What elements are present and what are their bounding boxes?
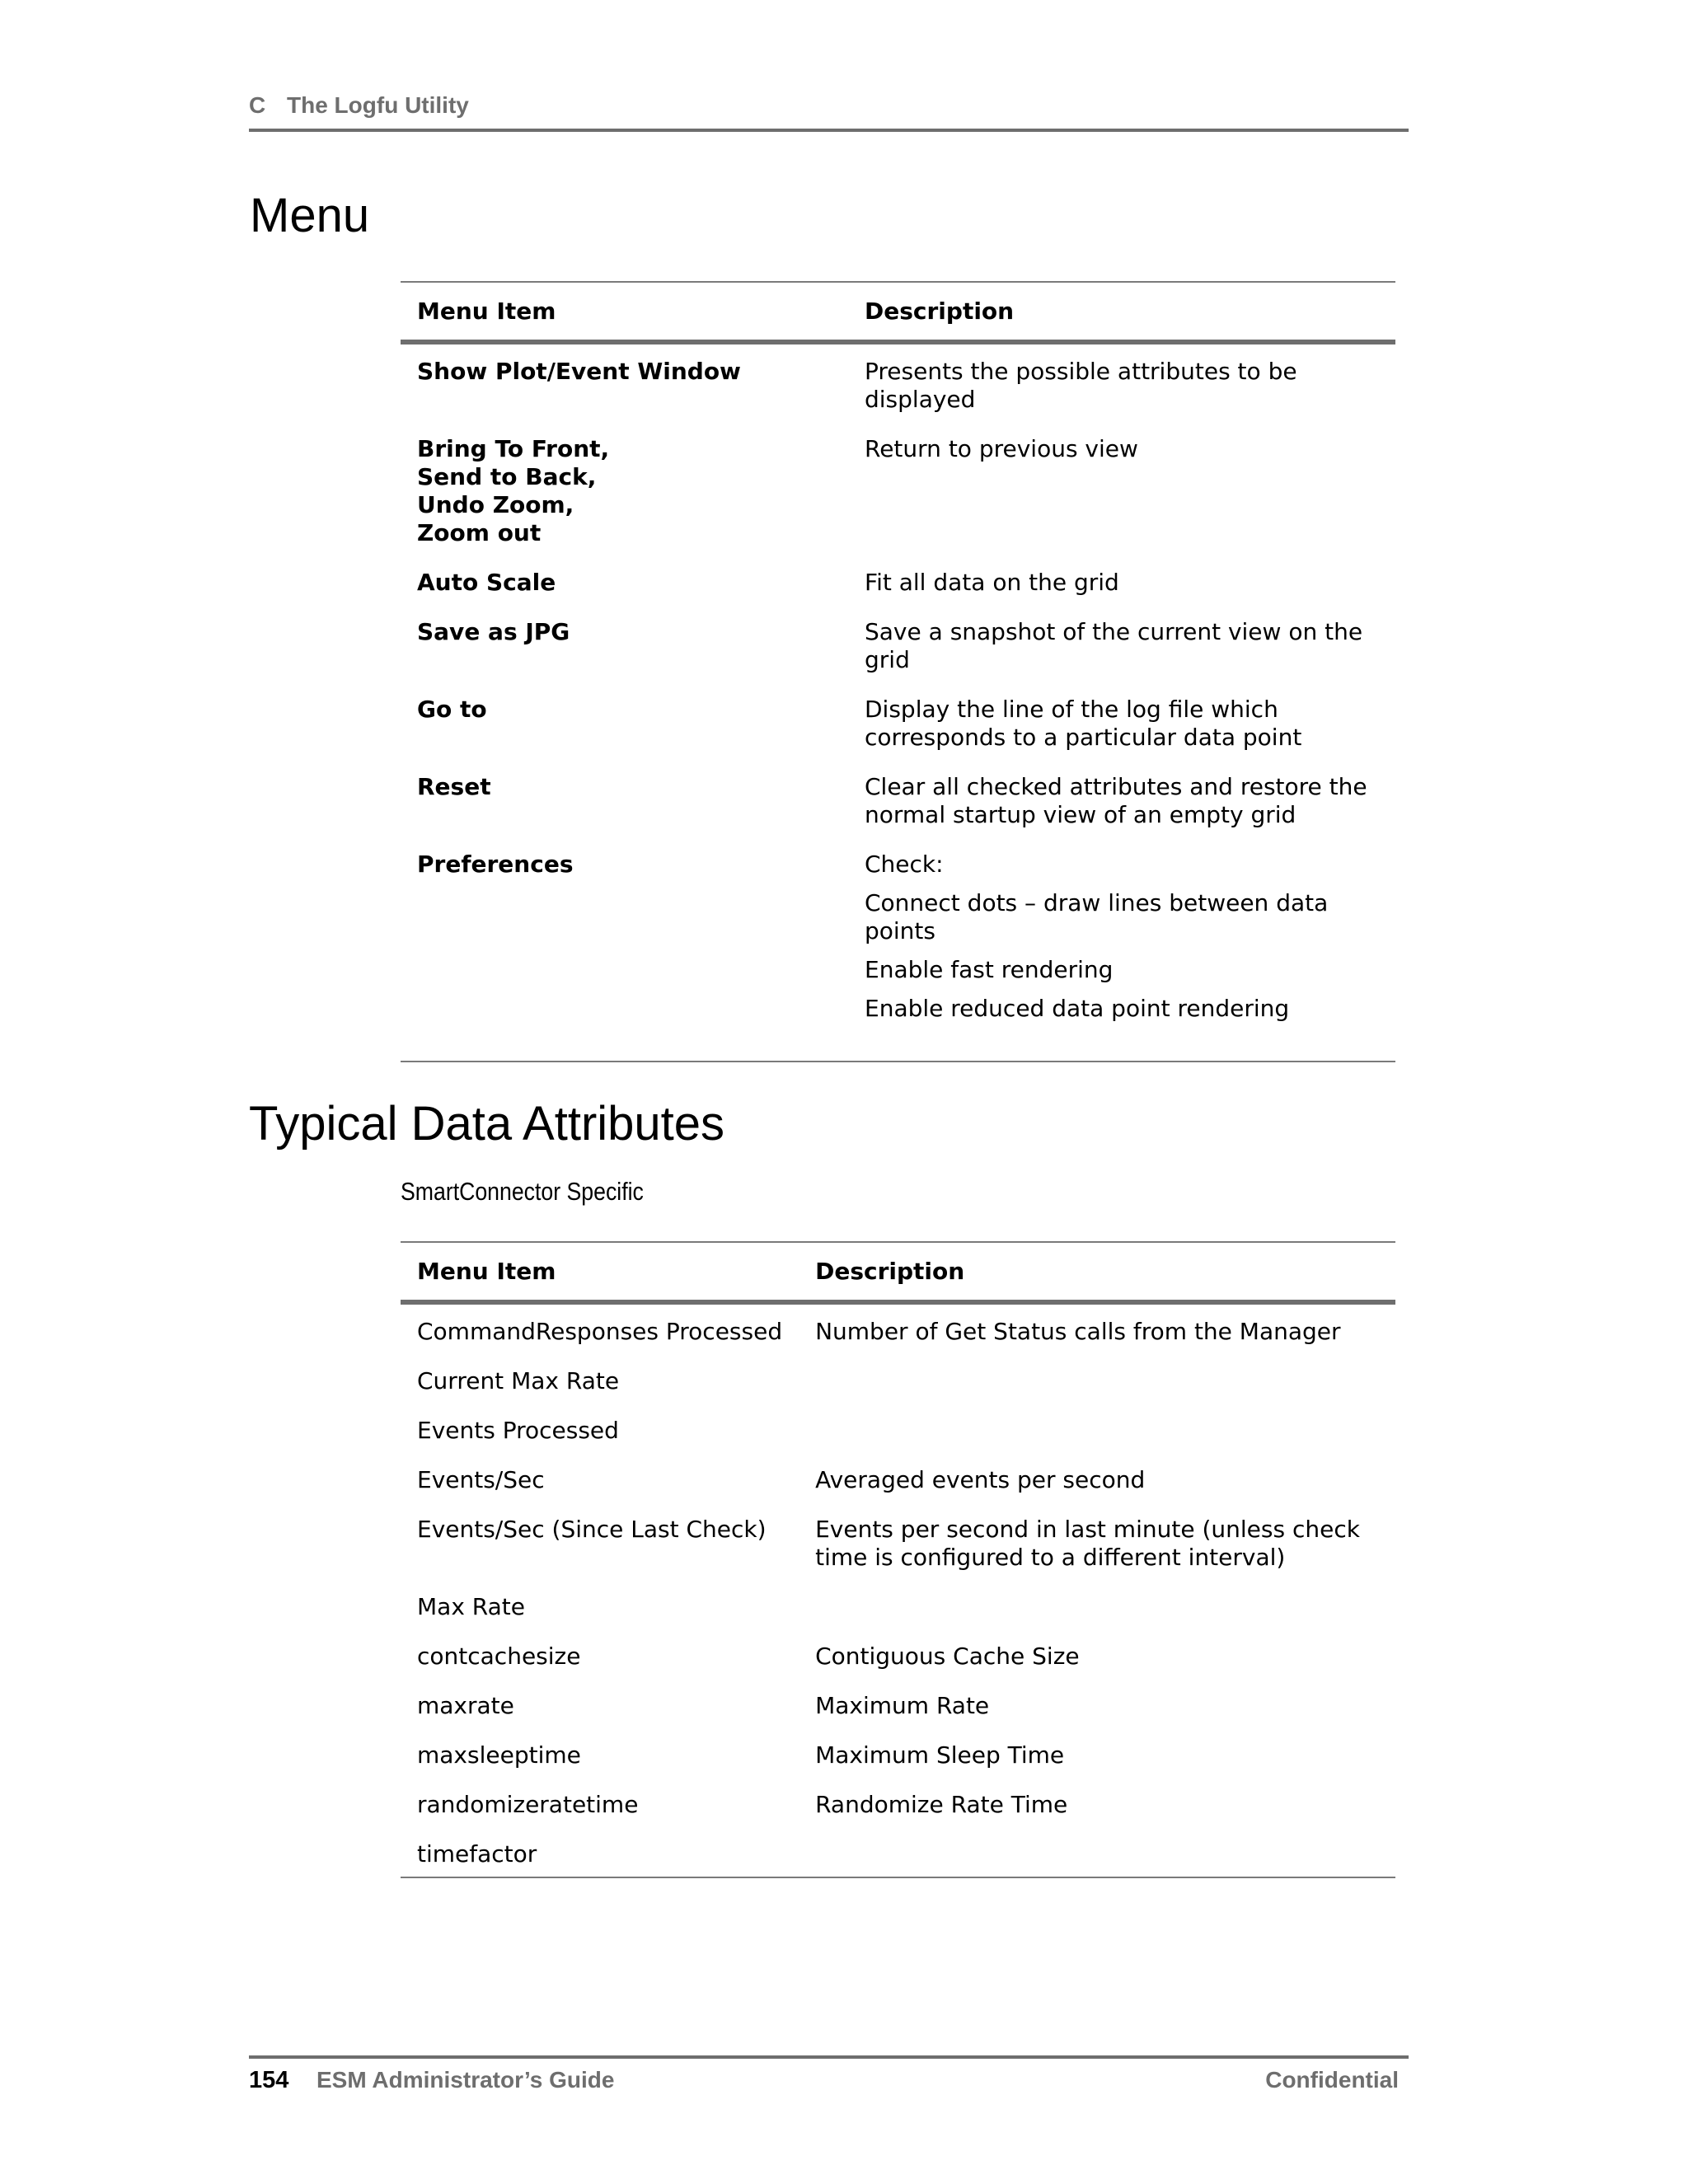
table-row — [401, 1302, 1395, 1367]
attribute-description-text: Contiguous Cache Size — [815, 1643, 1080, 1670]
chapter-letter: C — [249, 92, 266, 118]
menu-item-cell — [401, 342, 848, 435]
menu-item-label: Preferences — [417, 851, 574, 878]
menu-item-label: Save as JPG — [417, 618, 570, 645]
table-row — [401, 1516, 1395, 1593]
table-row — [401, 1593, 1395, 1643]
menu-item-label: Send to Back, — [417, 463, 597, 490]
attribute-description-text: Number of Get Status calls from the Manager — [815, 1318, 1341, 1345]
menu-description-text: Display the line of the log file which — [865, 696, 1278, 723]
attribute-description-text: Maximum Rate — [815, 1692, 990, 1719]
table-row — [401, 1417, 1395, 1466]
attribute-name: maxrate — [417, 1692, 514, 1719]
menu-description-cell — [848, 851, 1395, 1062]
menu-description-text: displayed — [865, 386, 976, 413]
table-row — [401, 1840, 1395, 1877]
preferences-check-label: Check: — [865, 851, 944, 878]
attribute-name-cell — [401, 1466, 799, 1516]
attribute-name: Events Processed — [417, 1417, 619, 1444]
menu-description-cell — [848, 696, 1395, 773]
table-row — [401, 851, 1395, 1062]
menu-description-text: Clear all checked attributes and restore the — [865, 773, 1367, 800]
table-row — [401, 1643, 1395, 1692]
classification-label: Confidential — [1265, 2067, 1399, 2093]
attribute-name-cell — [401, 1840, 799, 1877]
menu-item-cell — [401, 773, 848, 851]
menu-item-label: Show Plot/Event Window — [417, 358, 741, 385]
attribute-description-cell — [799, 1741, 1395, 1791]
table-row — [401, 1466, 1395, 1516]
attribute-name-cell — [401, 1367, 799, 1417]
attribute-name: randomizeratetime — [417, 1791, 639, 1818]
attribute-description-cell — [799, 1692, 1395, 1741]
attribute-description-text: Events per second in last minute (unless check — [815, 1516, 1360, 1543]
menu-table-col-item: Menu Item — [401, 282, 848, 342]
attribute-description-cell — [799, 1840, 1395, 1877]
preferences-option-text: Enable reduced data point rendering — [865, 995, 1290, 1022]
attributes-subtitle: SmartConnector Specific — [401, 1177, 644, 1206]
attribute-name: timefactor — [417, 1840, 537, 1868]
preferences-option — [865, 956, 1379, 984]
menu-item-label: Go to — [417, 696, 487, 723]
preferences-option — [865, 995, 1379, 1023]
attribute-name-cell — [401, 1791, 799, 1840]
attribute-description-text: Averaged events per second — [815, 1466, 1146, 1493]
menu-description-cell — [848, 618, 1395, 696]
attributes-heading: Typical Data Attributes — [249, 1097, 725, 1151]
attribute-name-cell — [401, 1593, 799, 1643]
attributes-table — [401, 1241, 1395, 1878]
preferences-option — [865, 889, 1379, 945]
attribute-name: Current Max Rate — [417, 1367, 620, 1394]
attribute-name-cell — [401, 1417, 799, 1466]
running-footer — [249, 2055, 1409, 2095]
menu-table — [401, 281, 1395, 1062]
running-header — [249, 92, 1409, 132]
menu-description-text: grid — [865, 646, 910, 673]
menu-description-text: Fit all data on the grid — [865, 569, 1119, 596]
page-number: 154 — [249, 2067, 289, 2093]
attribute-name: Events/Sec — [417, 1466, 545, 1493]
attributes-table-col-item: Menu Item — [401, 1242, 799, 1302]
attribute-name-cell — [401, 1692, 799, 1741]
table-row — [401, 1692, 1395, 1741]
menu-description-text: Save a snapshot of the current view on the — [865, 618, 1363, 645]
table-row — [401, 569, 1395, 618]
menu-description-text: corresponds to a particular data point — [865, 724, 1302, 751]
attribute-description-text: Maximum Sleep Time — [815, 1741, 1065, 1769]
attribute-description-cell — [799, 1417, 1395, 1466]
attribute-name-cell — [401, 1516, 799, 1593]
menu-item-cell — [401, 851, 848, 1062]
table-row — [401, 1791, 1395, 1840]
table-row — [401, 342, 1395, 435]
table-row — [401, 696, 1395, 773]
chapter-title: The Logfu Utility — [287, 92, 469, 118]
menu-item-label: Auto Scale — [417, 569, 556, 596]
menu-description-text: Return to previous view — [865, 435, 1138, 462]
attribute-description-cell — [799, 1791, 1395, 1840]
menu-item-cell — [401, 696, 848, 773]
menu-table-header-row — [401, 282, 1395, 342]
attribute-description-cell — [799, 1516, 1395, 1593]
menu-description-cell — [848, 773, 1395, 851]
attribute-description-cell — [799, 1466, 1395, 1516]
menu-heading: Menu — [250, 189, 370, 242]
preferences-option-text: points — [865, 917, 935, 944]
table-row — [401, 773, 1395, 851]
menu-description-text: Presents the possible attributes to be — [865, 358, 1297, 385]
table-row — [401, 1367, 1395, 1417]
menu-description-text: normal startup view of an empty grid — [865, 801, 1296, 828]
menu-item-cell — [401, 618, 848, 696]
attribute-name: Events/Sec (Since Last Check) — [417, 1516, 767, 1543]
attribute-name: contcachesize — [417, 1643, 581, 1670]
attribute-name-cell — [401, 1741, 799, 1791]
table-row — [401, 435, 1395, 569]
menu-item-cell — [401, 435, 848, 569]
table-row — [401, 618, 1395, 696]
attribute-description-cell — [799, 1367, 1395, 1417]
table-row — [401, 1741, 1395, 1791]
menu-table-col-description: Description — [848, 282, 1395, 342]
attribute-description-cell — [799, 1302, 1395, 1367]
attribute-name: CommandResponses Processed — [417, 1318, 783, 1345]
menu-item-label: Undo Zoom, — [417, 491, 574, 518]
attributes-table-header-row — [401, 1242, 1395, 1302]
menu-item-label: Reset — [417, 773, 491, 800]
attribute-name-cell — [401, 1643, 799, 1692]
menu-item-cell — [401, 569, 848, 618]
menu-description-cell — [848, 342, 1395, 435]
attribute-description-text: Randomize Rate Time — [815, 1791, 1068, 1818]
guide-title: ESM Administrator’s Guide — [316, 2067, 615, 2093]
attribute-description-text: time is configured to a different interval) — [815, 1544, 1286, 1571]
attribute-description-cell — [799, 1593, 1395, 1643]
attribute-name: Max Rate — [417, 1593, 525, 1620]
preferences-option-text: Enable fast rendering — [865, 956, 1114, 983]
attribute-name: maxsleeptime — [417, 1741, 581, 1769]
attribute-name-cell — [401, 1302, 799, 1367]
menu-description-cell — [848, 569, 1395, 618]
preferences-option-text: Connect dots – draw lines between data — [865, 889, 1329, 916]
menu-item-label: Zoom out — [417, 519, 542, 546]
menu-item-label: Bring To Front, — [417, 435, 610, 462]
menu-description-cell — [848, 435, 1395, 569]
attribute-description-cell — [799, 1643, 1395, 1692]
attributes-table-col-description: Description — [799, 1242, 1395, 1302]
